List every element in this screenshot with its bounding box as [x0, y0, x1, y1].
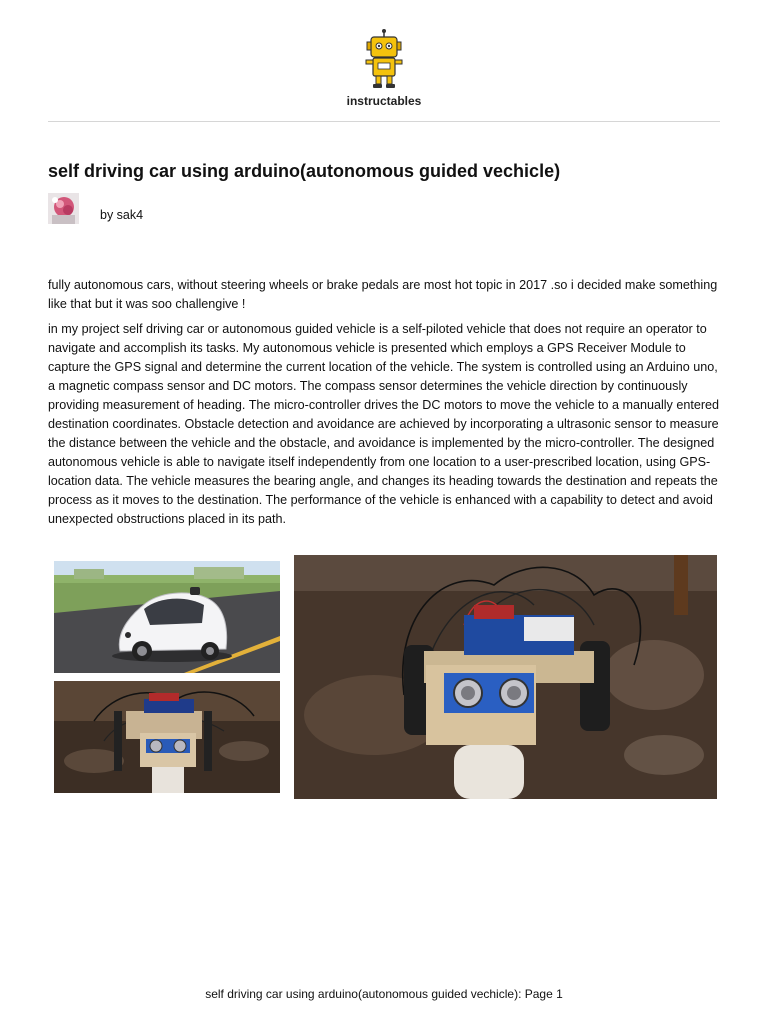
photo-robot-large[interactable]	[294, 555, 717, 799]
description-paragraph: in my project self driving car or autonomous guided vehicle is a self-piloted vehicle that does not require an operator to navigate and accomplish its tasks. My autonomous vehicle is presented which employs a GPS Receiver Module to capture the GPS signal and determine the current location of the vehicle. The system is controlled using an Arduino uno, a magnetic compass sensor and DC motors. The compass sensor determines the vehicle direction by continuously providing measurement of heading. The micro-controller drives the DC motors to move the vehicle to a manually entered destination coordinates. Obstacle detection and avoidance are achieved by incorporating a ultrasonic sensor to measure the distance between the vehicle and the obstacle, and avoidance is implemented by the micro-controller. The designed autonomous vehicle is able to navigate itself independently from one location to a user-prescribed location, using GPS-location data. The vehicle measures the bearing angle, and changes its heading towards the destination and repeats the process as it moves to the destination. The performance of the vehicle is enhanced with a capability to detect and avoid unexpected obstructions placed in its path.	[48, 322, 720, 526]
page-title: self driving car using arduino(autonomous guided vechicle)	[48, 161, 561, 181]
photo-robot-small[interactable]	[54, 681, 280, 793]
robot-mascot-icon	[362, 28, 406, 90]
robot-image-small	[54, 681, 280, 793]
photo-self-driving-car[interactable]	[54, 561, 280, 673]
intro-paragraph: fully autonomous cars, without steering wheels or brake pedals are most hot topic in 2017 .so i decided make something like that but it was soo challengive !	[48, 278, 718, 311]
page-footer: self driving car using arduino(autonomous guided vechicle): Page 1	[205, 987, 563, 1001]
avatar[interactable]	[48, 193, 79, 224]
car-image	[54, 561, 280, 673]
author-byline[interactable]: by sak4	[100, 208, 144, 222]
header-divider	[48, 121, 720, 122]
brand-text[interactable]: instructables	[346, 94, 422, 108]
site-logo[interactable]	[0, 28, 768, 90]
author-photo	[48, 193, 79, 224]
robot-image-large	[294, 555, 717, 799]
